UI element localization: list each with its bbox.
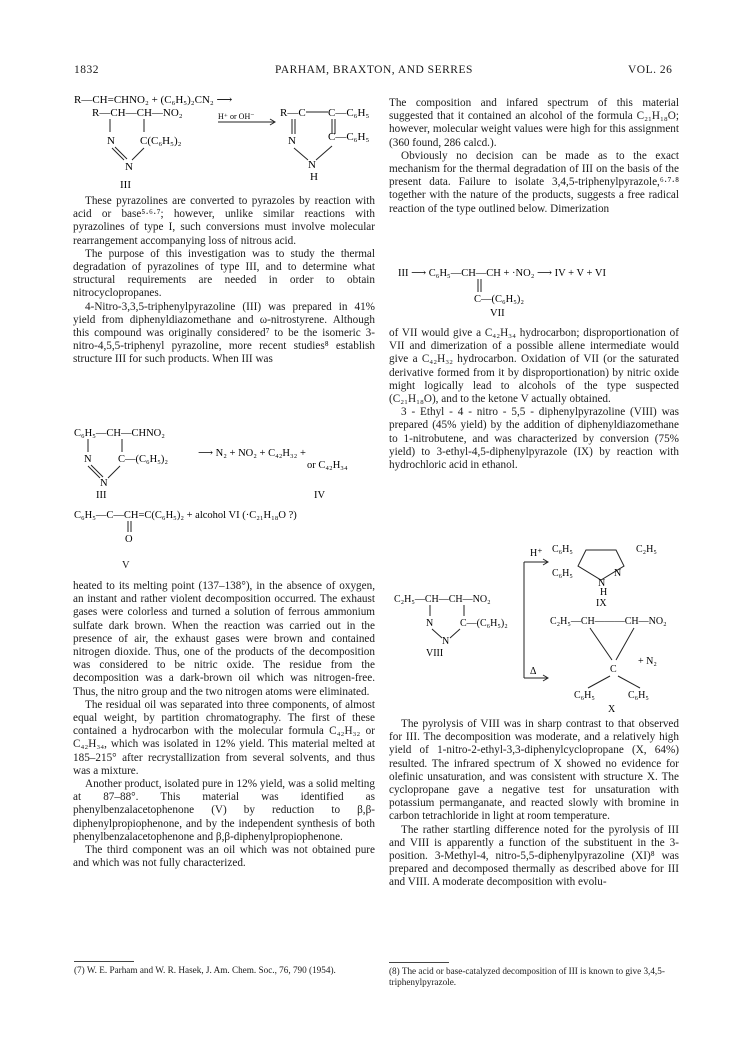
left-column-bottom [73,580,375,870]
scheme1-ring-carbon: C(C₆H₅)₂ [140,135,182,147]
scheme1-reactants: R—CH=CHNO₂ + (C₆H₅)₂CN₂ ⟶ [74,94,233,106]
scheme1-product-n1: N [288,135,296,147]
paragraph: The third component was an oil which was not obtained pure and which was not fully characterized. [73,844,375,870]
paragraph: of VII would give a C₄₂H₃₄ hydrocarbon; disproportionation of VII and dimerization of a possible allene intermediate would give a C₄₂H₃₂ hydrocarbon. Oxidation of VII (or the saturated derivative formed from it by disproportionation) by nitric oxide might logically lead to alcohols of the type suspected (C₂₁H₁₈O), and to the ketone V actually obtained. [389,327,679,406]
scheme1-product-c: C—C₆H₅ [328,107,370,119]
scheme1-product-h: H [310,171,318,183]
scheme3-label-VII: VII [490,308,505,319]
paragraph: These pyrazolines are converted to pyrazoles by reaction with acid or base⁵·⁶·⁷; however, unlike similar reactions with pyrazolines of type I, such conversions must involve molecular rearrangement accompanying loss of nitrous acid. [73,195,375,247]
scheme4-heat: Δ [530,666,537,677]
scheme1-conditions: H⁺ or OH⁻ [218,112,255,121]
scheme4-VIII-n2: N [442,636,450,647]
scheme1-label-III: III [120,179,131,191]
scheme4-label-X: X [608,704,616,715]
scheme4-IX-ph-top: C₆H₅ [552,544,573,555]
scheme4-label-VIII: VIII [426,648,444,659]
scheme-thermal-decomposition [70,424,380,548]
scheme4-VIII-ring: C—(C₆H₅)₂ [460,618,508,629]
scheme2-label-III: III [96,490,107,501]
right-column-middle [389,327,679,472]
scheme2-label-V: V [122,560,130,571]
scheme4-X-top: C₂H₅—CH———CH—NO₂ [550,616,667,627]
footnote-7: (7) W. E. Parham and W. R. Hasek, J. Am. Chem. Soc., 76, 790 (1954). [74,965,336,975]
scheme3-sub: C—(C₆H₅)₂ [474,294,525,305]
scheme2-n1: N [84,454,92,465]
paragraph: The composition and infared spectrum of this material suggested that it contained an alcohol of the formula C₂₁H₁₈O; however, molecular weight values were high for this assignment (360 found, 286 calcd.). [389,97,679,149]
scheme4-VIII-top: C₂H₅—CH—CH—NO₂ [394,594,491,605]
scheme2-label-IV: IV [314,490,326,501]
paragraph: The residual oil was separated into three components, of almost equal weight, by partition chromatography. The first of these contained a hydrocarbon with the molecular formula C₄₂H₃₂ or C₄₂H₃₄, which was isolated in 12% yield. This material melted at 185–215° after recrystallization from several solvents, and thus was a mixture. [73,698,375,777]
scheme3-line: III ⟶ C₆H₅—CH—CH + ·NO₂ ⟶ IV + V + VI [398,268,606,279]
scheme2-ring: C—(C₆H₅)₂ [118,454,169,465]
left-column-top [73,195,375,367]
scheme1-intermediate: R—CH—CH—NO₂ [92,107,183,119]
scheme2-n2: N [100,478,108,489]
scheme2-oxygen: O [125,534,133,545]
scheme2-ketone: C₆H₅—C—CH=C(C₆H₅)₂ + alcohol VI (·C₂₁H₁₈O ?) [74,510,297,521]
scheme4-VIII-n1: N [426,618,434,629]
scheme-pyrolysis-VIII [390,540,680,715]
scheme4-IX-n1: N [614,568,622,579]
scheme4-IX-ph-side: C₆H₅ [552,568,573,579]
scheme2-top: C₆H₅—CH—CHNO₂ [74,428,165,439]
scheme1-product-n2: N [308,159,316,171]
scheme1-n2: N [125,161,133,173]
scheme4-X-ph2: C₆H₅ [628,690,649,701]
scheme1-product-c2: C—C₆H₅ [328,131,370,143]
paragraph: The pyrolysis of VIII was in sharp contrast to that observed for III. The decomposition was moderate, and a relatively high yield of 1-nitro-2-ethyl-3,3-diphenylcyclopropane (X, 64%) resulted. The infrared spectrum of X showed no evidence for olefinic unsaturation, and was consistent with structure X. The cyclopropane gave a negative test for unsaturation with potassium permanganate, and reacted slowly with bromine in carbon tetrachloride in light at room temperature. [389,718,679,823]
footnote-rule [389,962,449,963]
scheme4-acid: H⁺ [530,548,543,559]
scheme2-products: ⟶ N₂ + NO₂ + C₄₂H₃₂ + [198,448,306,459]
paragraph: The rather startling difference noted for the pyrolysis of III and VIII is apparently a function of the substituent in the 3-position. 3-Methyl-4, nitro-5,5-diphenylpyrazoline (XI)⁸ was prepared and decomposed thermally as described above for III and VIII. A moderate decomposition with evolu- [389,823,679,889]
paragraph: heated to its melting point (137–138°), in the absence of oxygen, an instant and rather violent decomposition occurred. The exhaust gases were colorless and turned a solution of ferrous ammonium sulfate dark brown. When the reaction was carried out in the presence of air, the exhaust gases were brown and contained nitrogen dioxide. Thus, one of the products of the decomposition was considered to be nitric oxide. The residue from the decomposition was a dark-brown oil which was nitrogen-free. Thus, the nitro group and the two nitrogen atoms were eliminated. [73,580,375,698]
scheme1-n1: N [107,135,115,147]
footnote-8: (8) The acid or base-catalyzed decomposition of III is known to give 3,4,5-triphenylpyrazole. [389,966,665,987]
scheme4-X-ph1: C₆H₅ [574,690,595,701]
scheme4-X-c: C [610,664,617,675]
right-column-bottom [389,718,679,890]
scheme-pyrazoline-formation [70,92,370,192]
running-title: PARHAM, BRAXTON, AND SERRES [275,64,473,76]
scheme4-IX-ethyl: C₂H₅ [636,544,657,555]
paragraph: The purpose of this investigation was to study the thermal degradation of pyrazolines of type III, and to determine what structural requirements are needed in order to obtain nitrocyclopropanes. [73,247,375,300]
footnote-rule [74,961,134,962]
scheme2-or: or C₄₂H₃₄ [307,460,348,471]
page-number: 1832 [74,64,99,76]
paragraph: 4-Nitro-3,3,5-triphenylpyrazoline (III) was prepared in 41% yield from diphenyldiazomethane and ω-nitrostyrene. Although this compound was originally considered⁷ to be the isomeric 3-nitro-4,5,5-triphenyl pyrazoline, more recent studies⁸ establish structure III for such products. When III was [73,300,375,366]
paragraph: 3 - Ethyl - 4 - nitro - 5,5 - diphenylpyrazoline (VIII) was prepared (45% yield) by the addition of diphenyldiazomethane to 1-nitrobutene, and was characterized by conversion (75% yield) to 3-ethyl-4,5-diphenylpyrazole (IX) by reaction with hydrochloric acid in ethanol. [389,406,679,472]
right-column-top [389,97,679,216]
paragraph: Another product, isolated pure in 12% yield, was a solid melting at 87–88°. This material was identified as phenylbenzalacetophenone (V) by reduction to β,β-diphenylpropiophenone, and by the independent synthesis of both phenylbenzalacetophenone and β,β-diphenylpropiophenone. [73,778,375,843]
scheme4-label-IX: IX [596,598,607,609]
scheme4-IX-n2: N [598,578,606,589]
paragraph: Obviously no decision can be made as to the exact mechanism for the thermal degradation of III on the basis of the present data. Failure to isolate 3,4,5-triphenylpyrazole,⁶·⁷·⁸ together with the nature of the products, suggests a free radical reaction of the type outlined below. Dimerization [389,149,679,215]
scheme1-product-r: R—C [280,107,306,119]
scheme-radical-mechanism [390,262,680,322]
scheme4-IX-h: H [600,587,608,598]
volume-number: VOL. 26 [628,64,673,76]
scheme4-X-n2: + N₂ [638,656,657,667]
